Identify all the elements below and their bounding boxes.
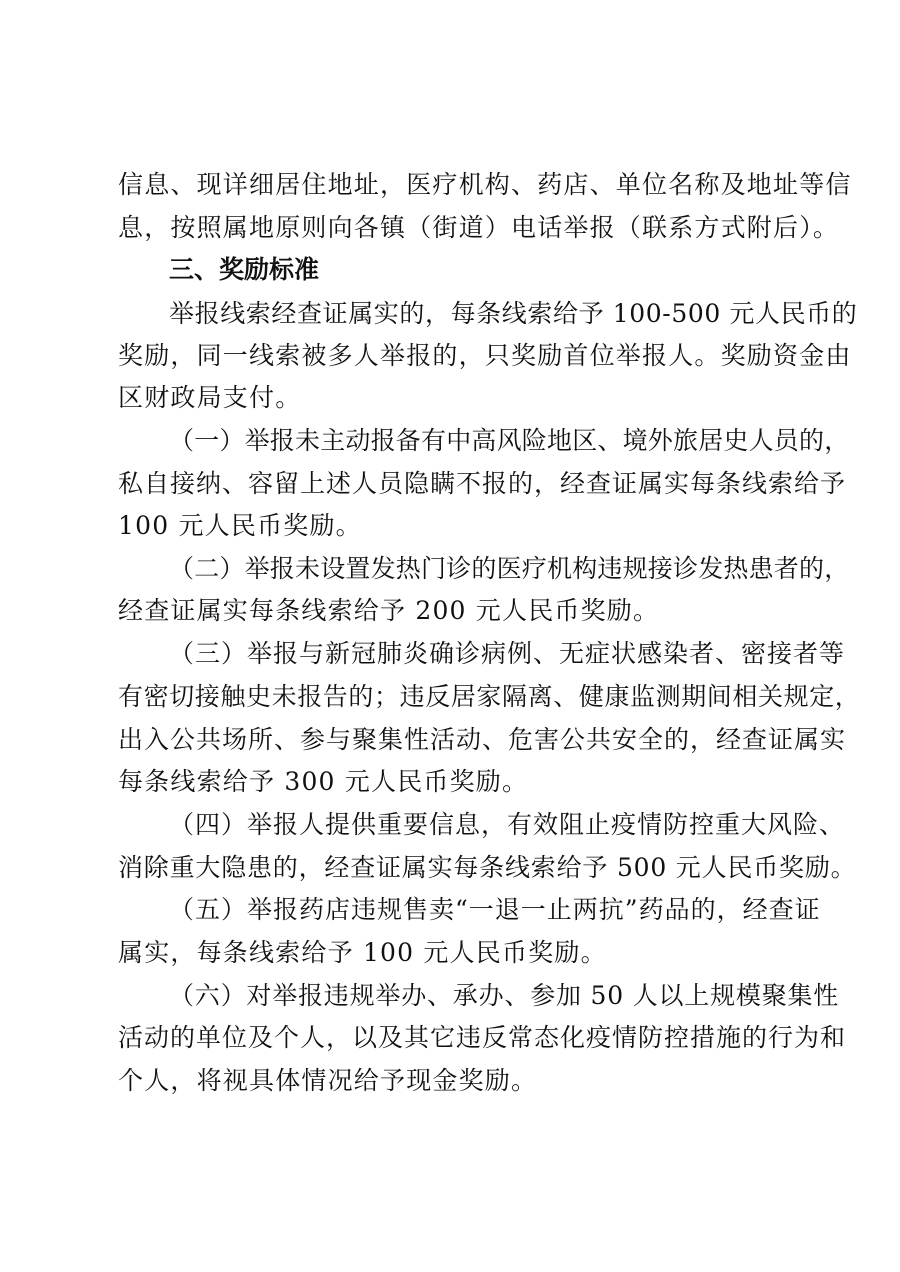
paragraph-line: （四）举报人提供重要信息，有效阻止疫情防控重大风险、 bbox=[169, 810, 846, 839]
paragraph-line: 息，按照属地原则向各镇（街道）电话举报（联系方式附后）。 bbox=[118, 213, 840, 242]
section-heading: 三、奖励标准 bbox=[169, 255, 320, 284]
paragraph-line: （一）举报未主动报备有中高风险地区、境外旅居史人员的， bbox=[169, 426, 850, 455]
paragraph-line: （五）举报药店违规售卖“一退一止两抗”药品的，经查证 bbox=[169, 895, 821, 924]
paragraph-line: 有密切接触史未报告的；违反居家隔离、健康监测期间相关规定， bbox=[118, 682, 861, 711]
paragraph-line: （二）举报未设置发热门诊的医疗机构违规接诊发热患者的， bbox=[169, 554, 850, 583]
paragraph-line: 经查证属实每条线索给予 200 元人民币奖励。 bbox=[118, 596, 660, 625]
paragraph-line: 信息、现详细居住地址，医疗机构、药店、单位名称及地址等信 bbox=[118, 170, 852, 199]
paragraph-line: 活动的单位及个人，以及其它违反常态化疫情防控措施的行为和 bbox=[118, 1023, 847, 1052]
paragraph-line: 举报线索经查证属实的，每条线索给予 100-500 元人民币的 bbox=[169, 299, 858, 328]
paragraph-line: （三）举报与新冠肺炎确诊病例、无症状感染者、密接者等 bbox=[169, 639, 846, 668]
paragraph-line: 奖励，同一线索被多人举报的，只奖励首位举报人。奖励资金由 bbox=[118, 341, 852, 370]
paragraph-line: 消除重大隐患的，经查证属实每条线索给予 500 元人民币奖励。 bbox=[118, 853, 857, 882]
paragraph-line: 区财政局支付。 bbox=[118, 383, 302, 412]
paragraph-line: 每条线索给予 300 元人民币奖励。 bbox=[118, 767, 529, 796]
paragraph-line: 100 元人民币奖励。 bbox=[118, 511, 362, 540]
paragraph-line: （六）对举报违规举办、承办、参加 50 人以上规模聚集性 bbox=[169, 981, 840, 1010]
paragraph-line: 出入公共场所、参与聚集性活动、危害公共安全的，经查证属实 bbox=[118, 725, 847, 754]
paragraph-line: 私自接纳、容留上述人员隐瞒不报的，经查证属实每条线索给予 bbox=[118, 469, 847, 498]
paragraph-line: 个人，将视具体情况给予现金奖励。 bbox=[118, 1066, 538, 1095]
paragraph-line: 属实，每条线索给予 100 元人民币奖励。 bbox=[118, 938, 607, 967]
